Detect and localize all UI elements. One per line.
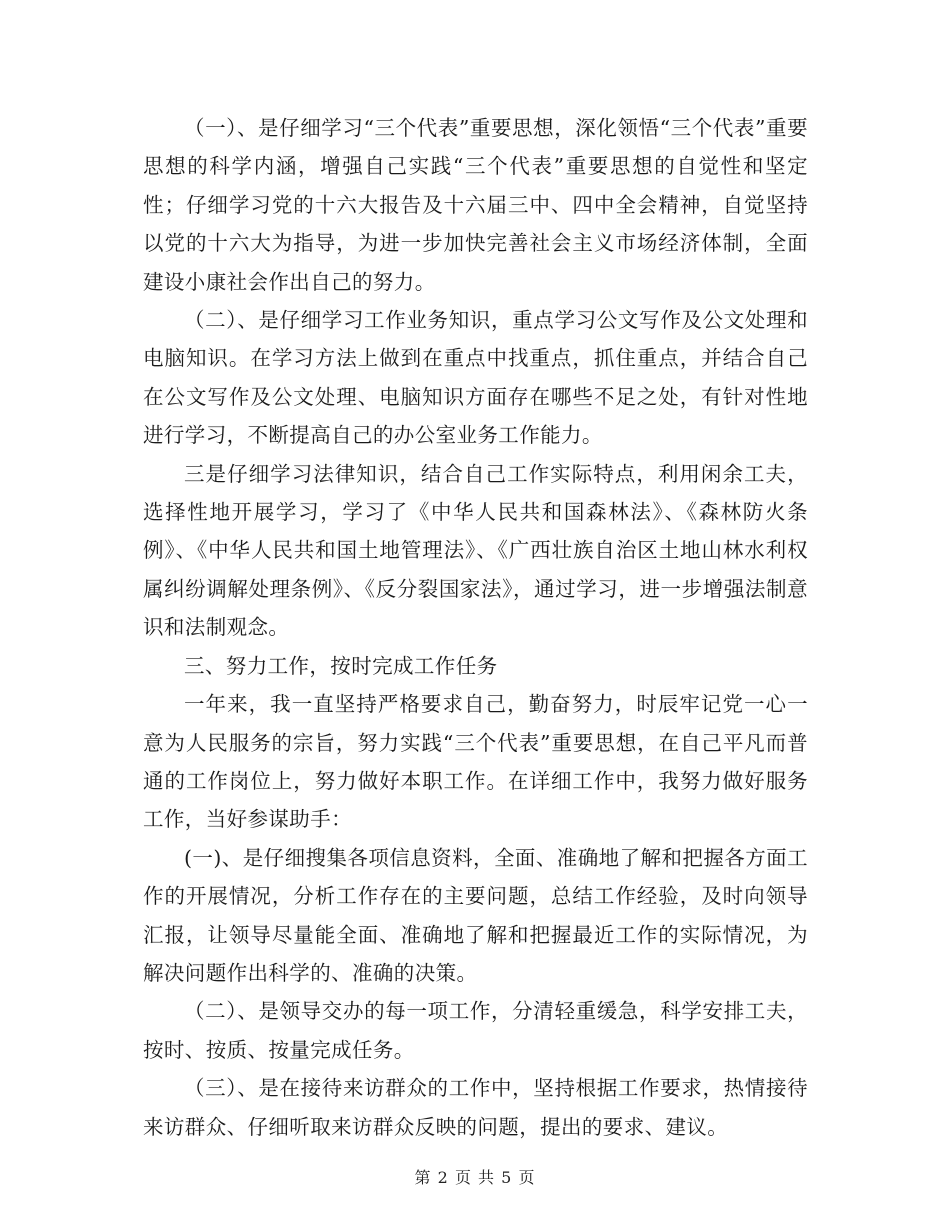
footer-label-unit2: 页 [518, 1168, 536, 1187]
paragraph-5: 一年来，我一直坚持严格要求自己，勤奋努力，时辰牢记党一心一意为人民服务的宗旨，努力实践“三个代表”重要思想，在自己平凡而普通的工作岗位上，努力做好本职工作。在详细工作中，我努力做好服务工作，当好参谋助手： [143, 692, 808, 832]
footer-total-pages: 5 [501, 1168, 513, 1187]
paragraph-3: 三是仔细学习法律知识，结合自己工作实际特点，利用闲余工夫，选择性地开展学习，学习了《中华人民共和国森林法》、《森林防火条例》、《中华人民共和国土地管理法》、《广西壮族自治区土地山林水利权属纠纷调解处理条例》、《反分裂国家法》，通过学习，进一步增强法制意识和法制观念。 [143, 461, 808, 640]
footer-label-total: 共 [478, 1168, 496, 1187]
paragraph-2: （二）、是仔细学习工作业务知识，重点学习公文写作及公文处理和电脑知识。在学习方法上做到在重点中找重点，抓住重点，并结合自己在公文写作及公文处理、电脑知识方面存在哪些不足之处，有针对性地进行学习，不断提高自己的办公室业务工作能力。 [143, 308, 808, 448]
footer-label-page: 第 [414, 1168, 432, 1187]
paragraph-8: （三）、是在接待来访群众的工作中，坚持根据工作要求，热情接待来访群众、仔细听取来访群众反映的问题，提出的要求、建议。 [143, 1076, 808, 1139]
paragraph-7: （二）、是领导交办的每一项工作，分清轻重缓急，科学安排工夫，按时、按质、按量完成任务。 [143, 999, 808, 1062]
section-heading: 三、努力工作，按时完成工作任务 [184, 653, 498, 678]
footer-current-page: 2 [437, 1168, 449, 1187]
paragraph-6: (一)、是仔细搜集各项信息资料，全面、准确地了解和把握各方面工作的开展情况，分析工作存在的主要问题，总结工作经验，及时向领导汇报，让领导尽量能全面、准确地了解和把握最近工作的实际情况，为解决问题作出科学的、准确的决策。 [143, 845, 808, 985]
footer-label-unit: 页 [454, 1168, 472, 1187]
document-body [143, 109, 808, 1146]
page-footer [0, 1168, 950, 1188]
paragraph-1: （一）、是仔细学习“三个代表”重要思想，深化领悟“三个代表”重要思想的科学内涵，增强自己实践“三个代表”重要思想的自觉性和坚定性；仔细学习党的十六大报告及十六届三中、四中全会精神，自觉坚持以党的十六大为指导，为进一步加快完善社会主义市场经济体制，全面建设小康社会作出自己的努力。 [143, 116, 808, 294]
